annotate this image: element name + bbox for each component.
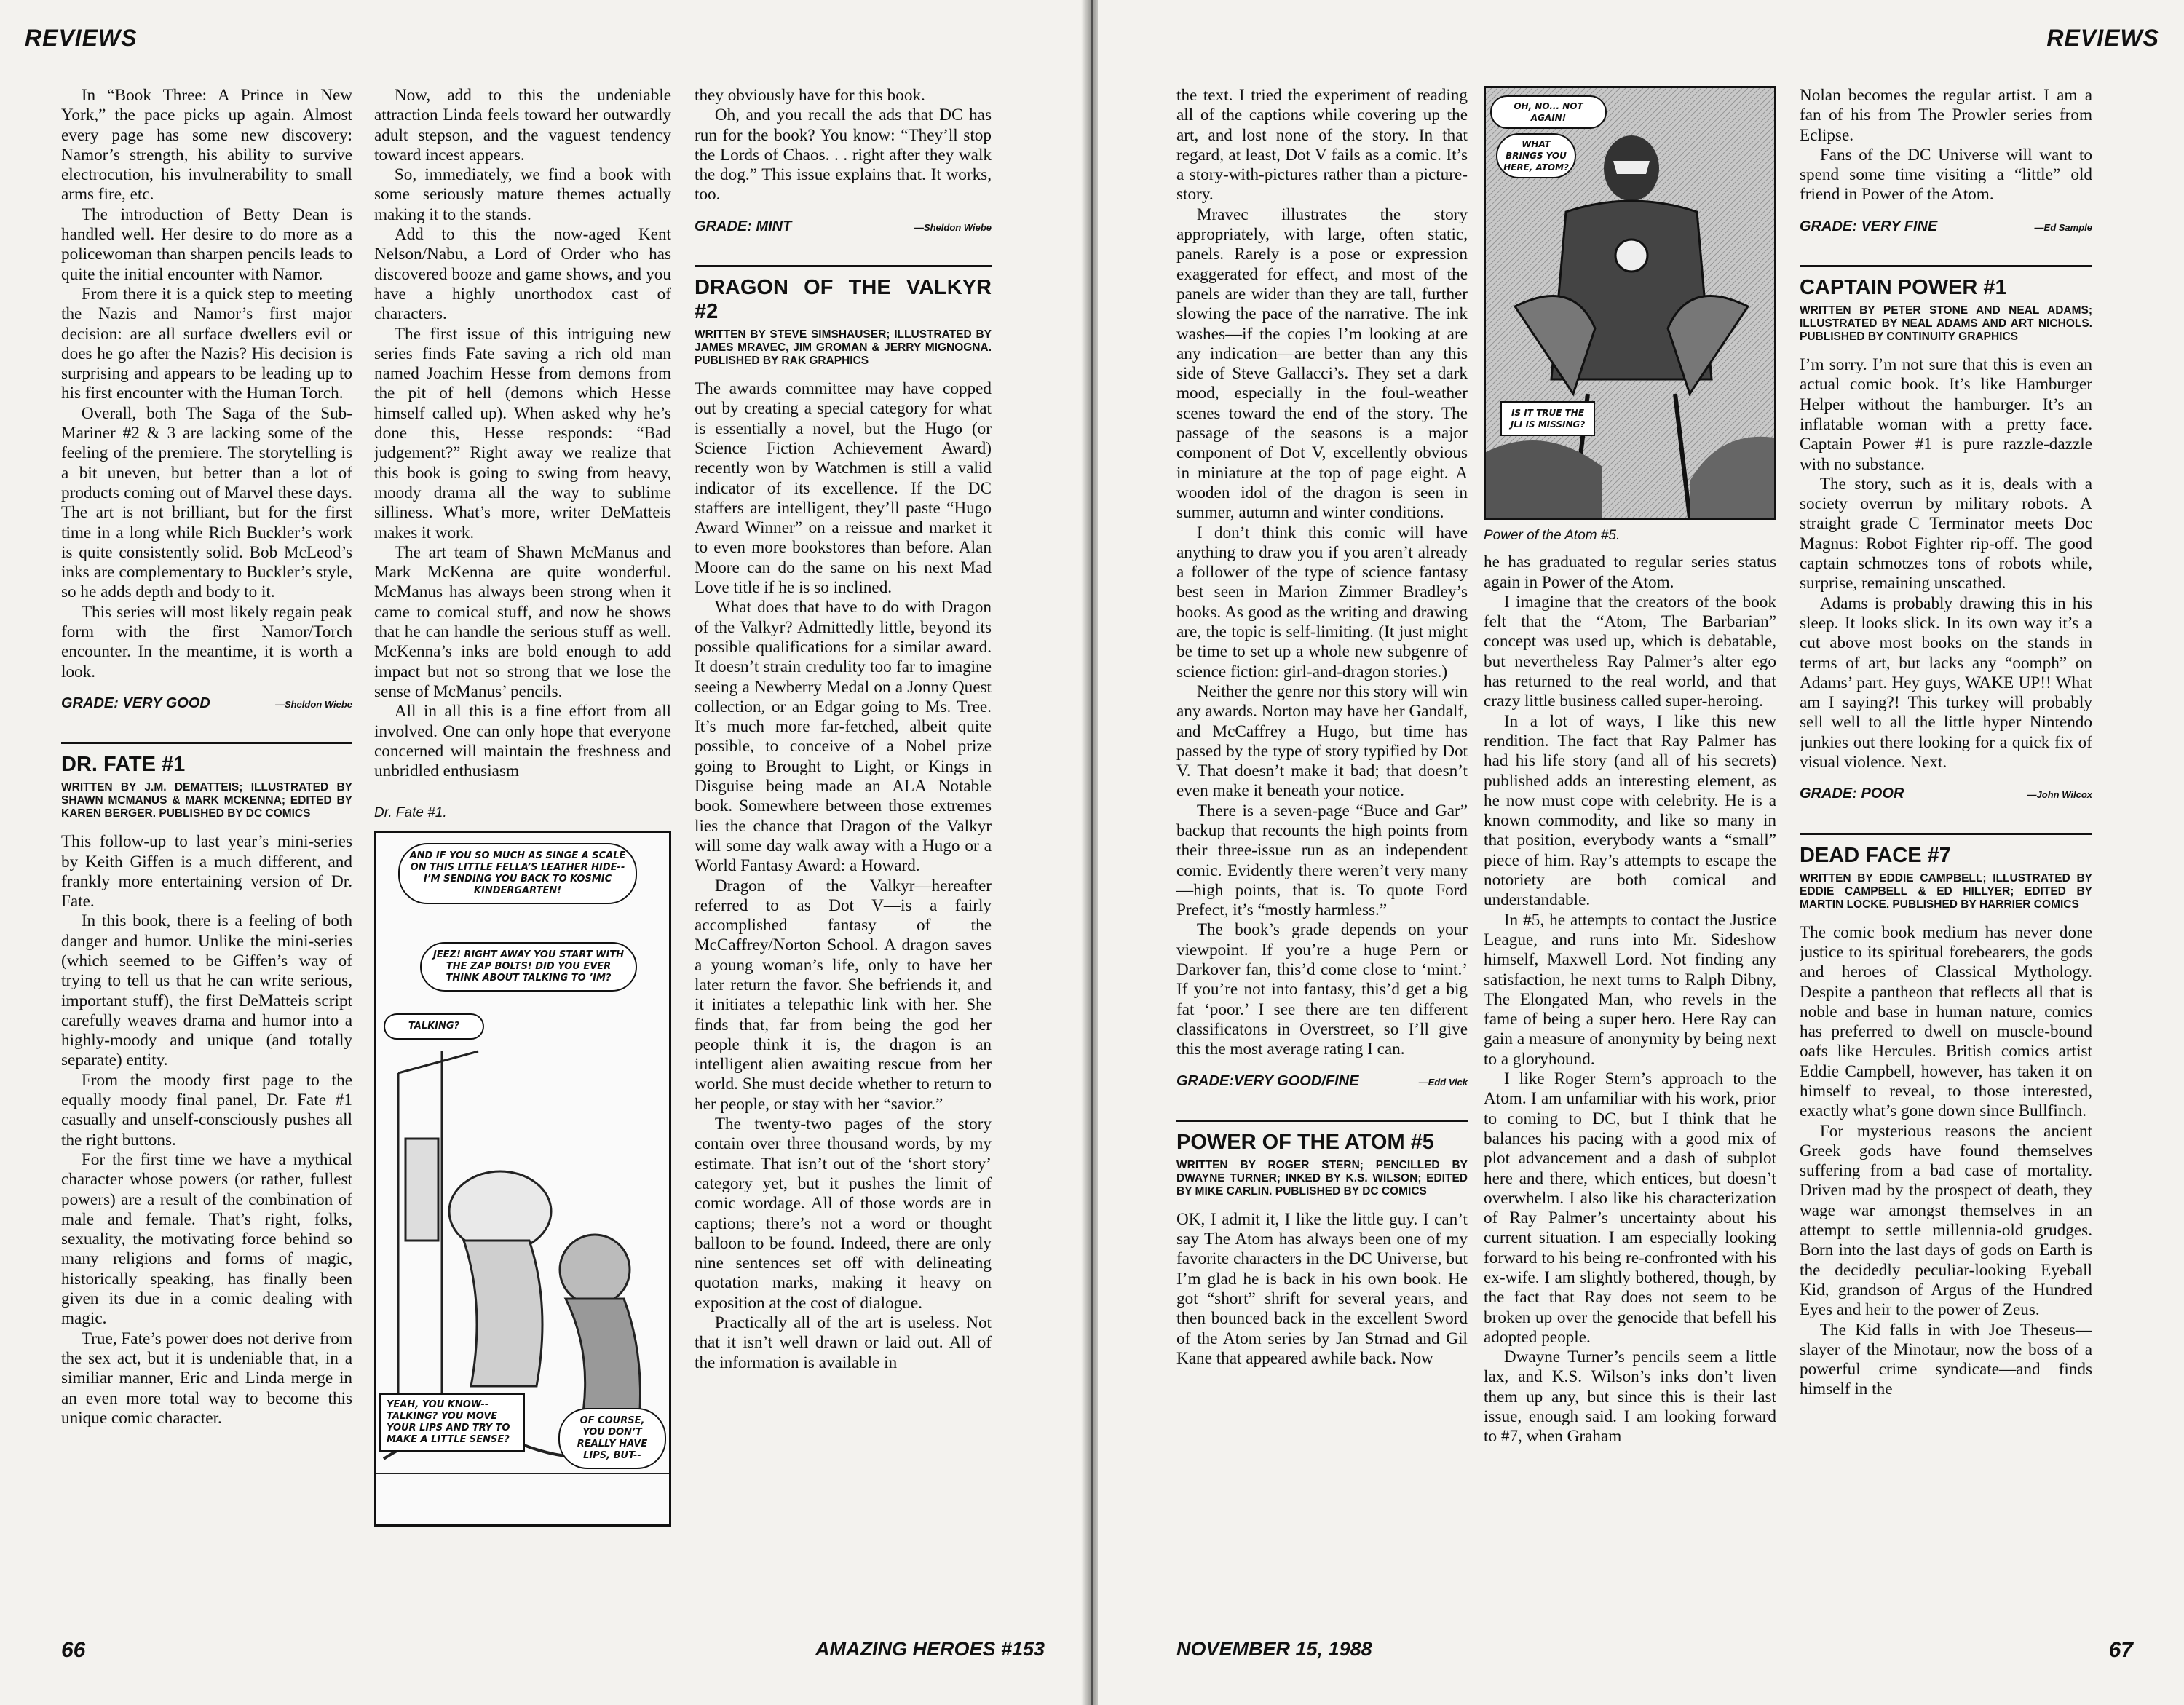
art-caption: Dr. Fate #1.: [374, 805, 447, 821]
magazine-title: AMAZING HEROES #153: [815, 1638, 1045, 1660]
speech-balloon: YEAH, YOU KNOW-- TALKING? YOU MOVE YOUR LIPS AND TRY TO MAKE A LITTLE SENSE?: [379, 1393, 525, 1452]
grade: GRADE:VERY GOOD/FINE: [1176, 1072, 1359, 1089]
paragraph: The art team of Shawn McManus and Mark McKenna are quite wonderful. McManus has always been strong when it came to comical stuff, and now he shows that he can handle the serious stuff as well. McKenna’s inks are bold enough to add impact but not so strong that we lose the sense of McManus’ pencils.: [374, 542, 671, 701]
paragraph: All in all this is a fine effort from all involved. One can only hope that everyone concerned will maintain the freshness and unbridled enthusiasm: [374, 702, 671, 781]
reviewer: —Sheldon Wiebe: [274, 698, 352, 710]
speech-balloon: OF COURSE, YOU DON’T REALLY HAVE LIPS, BUT--: [558, 1408, 666, 1469]
paragraph: I don’t think this comic will have anything to draw you if you aren’t already a follower of the type of science fantasy best seen in Marion Zimmer Bradley’s books. As good as the writing and drawing are, the topic is self-limiting. (It just might be time to set up a whole new subgenre of science fiction: girl-and-dragon stories.): [1176, 523, 1468, 681]
paragraph: Fans of the DC Universe will want to spend some time visiting a “little” old friend in Power of the Atom.: [1800, 145, 2092, 205]
paragraph: I imagine that the creators of the book felt that the “Atom, The Barbarian” concept was used up, which is debatable, but nevertheless Ray Palmer’s alter ego has returned to the real world, and that crazy little business called super-heroing.: [1484, 592, 1776, 711]
drfate-review: [61, 742, 352, 1428]
review-credits: WRITTEN BY EDDIE CAMPBELL; ILLUSTRATED BY EDDIE CAMPBELL & ED HILLYER; EDITED BY MARTIN LOCKE. PUBLISHED BY HARRIER COMICS: [1800, 871, 2092, 911]
paragraph: So, immediately, we find a book with some seriously mature themes actually making it to the stands.: [374, 165, 671, 224]
paragraph: In a lot of ways, I like this new rendition. The fact that Ray Palmer has had his life story (and all of his secrets) published adds an interesting element, as he now must cope with celebrity. He is a known commodity, and like so many in that position, everybody wants a “small” piece of him. Ray’s attempts to escape the notoriety are both comical and understandable.: [1484, 711, 1776, 910]
page-number-left: 66: [61, 1638, 86, 1662]
captain-power-review: [1800, 265, 2092, 805]
paragraph: he has graduated to regular series status again in Power of the Atom.: [1484, 553, 1776, 592]
dead-face-review: [1800, 833, 2092, 1400]
running-head-right: REVIEWS: [2046, 25, 2159, 51]
review-title: POWER OF THE ATOM #5: [1176, 1120, 1468, 1155]
paragraph: The introduction of Betty Dean is handled well. Her desire to do more as a policewoman than sharpen pencils leads to quite the initial encounter with Namor.: [61, 205, 352, 284]
reviewer: —Ed Sample: [2034, 221, 2092, 233]
review-title: CAPTAIN POWER #1: [1800, 265, 2092, 300]
right-page: [1098, 0, 2184, 1705]
paragraph: Dwayne Turner’s pencils seem a little lax, and K.S. Wilson’s inks don’t liven them up any, but since this is their last issue, enough said. I am looking forward to #7, when Graham: [1484, 1348, 1776, 1447]
reviewer: —Sheldon Wiebe: [914, 221, 992, 233]
paragraph: True, Fate’s power does not derive from the sex act, but it is undeniable that, in a similiar manner, Eric and Linda merge in an even more total way to become this unique comic character.: [61, 1329, 352, 1428]
paragraph: The Kid falls in with Joe Theseus—slayer of the Minotaur, now the boss of a powerful crime syndicate—and finds himself in the: [1800, 1320, 2092, 1399]
left-page: [0, 0, 1086, 1705]
paragraph: The twenty-two pages of the story contain over three thousand words, by my estimate. That isn’t out of the ‘short story’ category yet, but it pushes the limit of comic wordage. All of those words are in captions; there’s not a word or thought balloon to be found. Indeed, there are only nine sentences set off with delineating quotation marks, making it heavy on exposition at the cost of dialogue.: [695, 1115, 992, 1313]
paragraph: Neither the genre nor this story will win any awards. Norton may have her Gandalf, and McCaffrey a Hugo, but time has passed by the type of story typified by Dot V. That doesn’t make it bad; that doesn’t even make it beneath your notice.: [1176, 681, 1468, 801]
paragraph: Adams is probably drawing this in his sleep. It looks slick. In its own way it’s a cut above most books on the stands in terms of art, but lacks any “oomph” on Adams’ part. Hey guys, WAKE UP!! What am I saying?! This turkey will probably sell well to all the little hyper Nintendo junkies out there looking for a quick fix of visual violence. Next.: [1800, 593, 2092, 772]
speech-balloon: OH, NO... NOT AGAIN!: [1490, 95, 1607, 129]
drfate-comic-panel: [374, 831, 671, 1527]
art-caption: Power of the Atom #5.: [1484, 528, 1621, 543]
issue-date: NOVEMBER 15, 1988: [1176, 1638, 1372, 1660]
atom-review: [1176, 1120, 1468, 1369]
paragraph: In this book, there is a feeling of both danger and humor. Unlike the mini-series (which seemed to be Giffen’s way of trying to tell us that he can write serious, important stuff), the first DeMatteis script carefully weaves drama and humor into a highly-moody and unique (and totally separate) entity.: [61, 911, 352, 1070]
grade: GRADE: POOR: [1800, 786, 1904, 802]
namor-review-continued: [61, 86, 352, 714]
paragraph: Oh, and you recall the ads that DC has run for the book? You know: “They’ll stop the Lords of Chaos. . . right after they walk the dog.” This issue explains that. It works, too.: [695, 106, 992, 205]
grade-line: [1800, 217, 2092, 237]
paragraph: In “Book Three: A Prince in New York,” the pace picks up again. Almost every page has some new discovery: Namor’s strength, his ability to survive electrocution, his invulnerability to small arms fire, etc.: [61, 86, 352, 205]
review-credits: WRITTEN BY J.M. DEMATTEIS; ILLUSTRATED BY SHAWN MCMANUS & MARK MCKENNA; EDITED BY KAREN BERGER. PUBLISHED BY DC COMICS: [61, 781, 352, 820]
review-title: DRAGON OF THE VALKYR #2: [695, 265, 992, 324]
page-number-right: 67: [2108, 1638, 2133, 1662]
paragraph: The story, such as it is, deals with a society overrun by military robots. A straight grade C Terminator meets Doc Magnus: Robot Fighter rip-off. The good captain schmotzes tons of robots while, surprise, remaining unscathed.: [1800, 474, 2092, 593]
paragraph: For mysterious reasons the ancient Greek gods have found themselves suffering from a bad case of mortality. Driven mad by the prospect of death, they wage war amongst themselves in an attempt to settle millennia-old grudges. Born into the last days of gods on Earth is the decidedly peculiar-looking Eyeball Kid, grandson of Argus of the Hundred Eyes and heir to the power of Zeus.: [1800, 1121, 2092, 1320]
column-6: [1800, 86, 2092, 1622]
grade-line: [61, 694, 352, 714]
paragraph: For the first time we have a mythical character whose powers (or rather, fullest powers) are a result of the combination of male and female. That’s right, folks, sexuality, the motivating force behind so many religions and forms of magic, historically speaking, has finally been given its due in a comic dealing with magic.: [61, 1150, 352, 1329]
paragraph: From the moody first page to the equally moody final panel, Dr. Fate #1 casually and unself-consciously pushes all the right buttons.: [61, 1070, 352, 1150]
paragraph: Practically all of the art is useless. Not that it isn’t well drawn or laid out. All of the information is available in: [695, 1313, 992, 1372]
column-5: [1484, 86, 1776, 1622]
speech-balloon: WHAT BRINGS YOU HERE, ATOM?: [1496, 133, 1576, 178]
grade: GRADE: VERY FINE: [1800, 218, 1938, 234]
dragon-review: [695, 265, 992, 1373]
paragraph: Now, add to this the undeniable attraction Linda feels toward her outwardly adult stepson, and the vaguest tendency toward incest appears.: [374, 86, 671, 165]
paragraph: This follow-up to last year’s mini-series by Keith Giffen is a much different, and frankly more entertaining version of Dr. Fate.: [61, 832, 352, 911]
grade-line: [1176, 1072, 1468, 1092]
paragraph: Dragon of the Valkyr—hereafter referred to as Dot V—is a fairly accomplished fantasy of the McCaffrey/Norton School. A dragon saves a young woman’s life, only to have her later return the favor. She befriends it, and it initiates a telepathic link with her. She finds that, far from being the god her people think it is, the dragon is an intelligent alien awaiting rescue from her world. She must decide whether to return to her people, or stay with her “savior.”: [695, 876, 992, 1114]
grade-line: [695, 217, 992, 237]
paragraph: I like Roger Stern’s approach to the Atom. I am unfamiliar with his work, prior to coming to DC, but I think that he balances his pacing with a good mix of plot advancement and a dash of subplot here and there, which entices, but doesn’t overwhelm. I also like his characterization of Ray Palmer’s uncertainty about his current situation. I am especially looking forward to his being re-confronted with his ex-wife. I am slightly bothered, though, by the fact that Ray does not seem to be broken up over the genocide that befell his adopted people.: [1484, 1069, 1776, 1347]
reviewer: —John Wilcox: [2027, 789, 2092, 801]
review-credits: WRITTEN BY PETER STONE AND NEAL ADAMS; ILLUSTRATED BY NEAL ADAMS AND ART NICHOLS. PUBLISHED BY CONTINUITY GRAPHICS: [1800, 304, 2092, 344]
grade-line: [1800, 784, 2092, 804]
speech-balloon: AND IF YOU SO MUCH AS SINGE A SCALE ON THIS LITTLE FELLA’S LEATHER HIDE-- I’M SENDING YOU BACK TO KOSMIC KINDERGARTEN!: [398, 843, 637, 904]
paragraph: the text. I tried the experiment of reading all of the captions while covering up the art, and lost none of the story. In that regard, at least, Dot V fails as a comic. It’s a story-with-pictures rather than a picture-story.: [1176, 86, 1468, 205]
reviewer: —Edd Vick: [1418, 1076, 1468, 1088]
running-head-left: REVIEWS: [25, 25, 138, 51]
speech-balloon: IS IT TRUE THE JLI IS MISSING?: [1500, 401, 1595, 436]
paragraph: In #5, he attempts to contact the Justice League, and runs into Mr. Sideshow himself, Maxwell Lord. Not finding any satisfaction, he next turns to Ralph Dibny, The Elongated Man, who revels in the fame of being a super hero. Here Ray can gain a measure of anonymity by being next to a gloryhound.: [1484, 910, 1776, 1069]
column-4: [1176, 86, 1468, 1622]
paragraph: they obviously have for this book.: [695, 86, 925, 105]
column-3: [695, 86, 992, 1622]
paragraph: The book’s grade depends on your viewpoint. If you’re a huge Pern or Darkover fan, this’d come close to ‘mint.’ If you’re not into fantasy, this’d get a big fat ‘poor.’ I see there are ten different classificatons in Overstreet, so I’ll give this the most average rating I can.: [1176, 920, 1468, 1059]
paragraph: OK, I admit it, I like the little guy. I can’t say The Atom has always been one of my favorite characters in the DC Universe, but I’m glad he is back in his own book. He got “short” shrift for several years, and then bounced back in the excellent Sword of the Atom series by Jan Strnad and Gil Kane that appeared awhile back. Now: [1176, 1209, 1468, 1368]
atom-comic-panel: [1484, 86, 1776, 520]
column-1: [61, 86, 352, 1622]
review-title: DR. FATE #1: [61, 742, 352, 777]
paragraph: Mravec illustrates the story appropriately, with large, often static, panels. Rarely is a pose or expression exaggerated for effect, and most of the panels are wider than they are tall, further slowing the pace of the narrative. The ink washes—if the copies I’m looking at are any indication—are better than any this side of Steve Gallacci’s. They set a dark mood, especially in the foul-weather scenes toward the end of the story. The passage of the seasons is a major component of Dot V, excellently obvious in miniature at the top of page eight. A wooden idol of the dragon is seen in summer, autumn and winter conditions.: [1176, 205, 1468, 523]
paragraph: What does that have to do with Dragon of the Valkyr? Admittedly little, beyond its possible qualifications for a similar award. It doesn’t strain credulity too far to imagine seeing a Newberry Medal on a Jonny Quest collection, or an Edgar going to Ms. Tree. It’s much more far-fetched, albeit quite possible, to conceive of a Nobel prize going to Brought to Light, or Kings in Disguise being made an ALA Notable book. Somewhere between those extremes lies the chance that Dragon of the Valkyr will some day walk away with a Hugo or a World Fantasy Award: a Howard.: [695, 598, 992, 876]
paragraph: Nolan becomes the regular artist. I am a fan of his from The Prowler series from Eclipse.: [1800, 86, 2092, 145]
review-title: DEAD FACE #7: [1800, 833, 2092, 868]
speech-balloon: TALKING?: [384, 1013, 484, 1040]
paragraph: From there it is a quick step to meeting the Nazis and Namor’s first major decision: are all surface dwellers evil or does he go after the Nazis? His decision is surprising and appears to be leading up to his first encounter with the Human Torch.: [61, 284, 352, 403]
grade: GRADE: VERY GOOD: [61, 695, 210, 711]
paragraph: The comic book medium has never done justice to its spiritual forebearers, the gods and heroes of Classical Mythology. Despite a pantheon that reflects all that is noble and base in human nature, comics has preferred to dwell on muscle-bound oafs like Hercules. British comics artist Eddie Campbell, however, has taken it on himself to reveal, to those interested, exactly what’s gone down since Bullfinch.: [1800, 922, 2092, 1121]
speech-balloon: JEEZ! RIGHT AWAY YOU START WITH THE ZAP BOLTS! DID YOU EVER THINK ABOUT TALKING TO ’IM?: [420, 942, 637, 992]
paragraph: I’m sorry. I’m not sure that this is even an actual comic book. It’s like Hamburger Helper without the hamburger. It’s an inflatable woman with a pretty face. Captain Power #1 is pure razzle-dazzle with no substance.: [1800, 355, 2092, 474]
grade: GRADE: MINT: [695, 218, 792, 234]
review-credits: WRITTEN BY ROGER STERN; PENCILLED BY DWAYNE TURNER; INKED BY K.S. WILSON; EDITED BY MIKE CARLIN. PUBLISHED BY DC COMICS: [1176, 1158, 1468, 1198]
paragraph: This series will most likely regain peak form with the first Namor/Torch encounter. In the meantime, it is worth a look.: [61, 602, 352, 681]
paragraph: Overall, both The Saga of the Sub-Mariner #2 & 3 are lacking some of the feeling of the premiere. The storytelling is a bit uneven, but better than a lot of products coming out of Marvel these days. The art is not brilliant, but for the first time in a long while Rich Buckler’s work is quite consistently solid. Bob McLeod’s inks are complementary to Buckler’s style, so he adds depth and body to it.: [61, 403, 352, 602]
column-2: [374, 86, 671, 1622]
paragraph: Add to this the now-aged Kent Nelson/Nabu, a Lord of Order who has discovered booze and game shows, and you have a highly unorthodox cast of characters.: [374, 225, 671, 324]
paragraph: The first issue of this intriguing new series finds Fate saving a rich old man named Joachim Hesse from demons from the pit of hell (demons which Hesse himself called up). When asked why he’s done this, Hesse responds: “Bad judgement?” Right away we realize that this book is going to swing from heavy, moody drama all the way to sublime silliness. What’s more, writer DeMatteis makes it work.: [374, 324, 671, 542]
review-credits: WRITTEN BY STEVE SIMSHAUSER; ILLUSTRATED BY JAMES MRAVEC, JIM GROMAN & JERRY MIGNOGNA. PUBLISHED BY RAK GRAPHICS: [695, 328, 992, 368]
paragraph: There is a seven-page “Buce and Gar” backup that recounts the high points from their three-issue run as an independent comic. Evidently there weren’t very many—high points, that is. To quote Ford Prefect, it’s “mostly harmless.”: [1176, 801, 1468, 920]
paragraph: The awards committee may have copped out by creating a special category for what is essentially a novel, but the Hugo (or Science Fiction Achievement Award) recently won by Watchmen is still a valid indicator of its excellence. If the DC staffers are intelligent, they’ll paste “Hugo Award Winner” on a reissue and market it to even more bookstores than before. Alan Moore can do the same on his next Mad Love title if he is so inclined.: [695, 379, 992, 598]
